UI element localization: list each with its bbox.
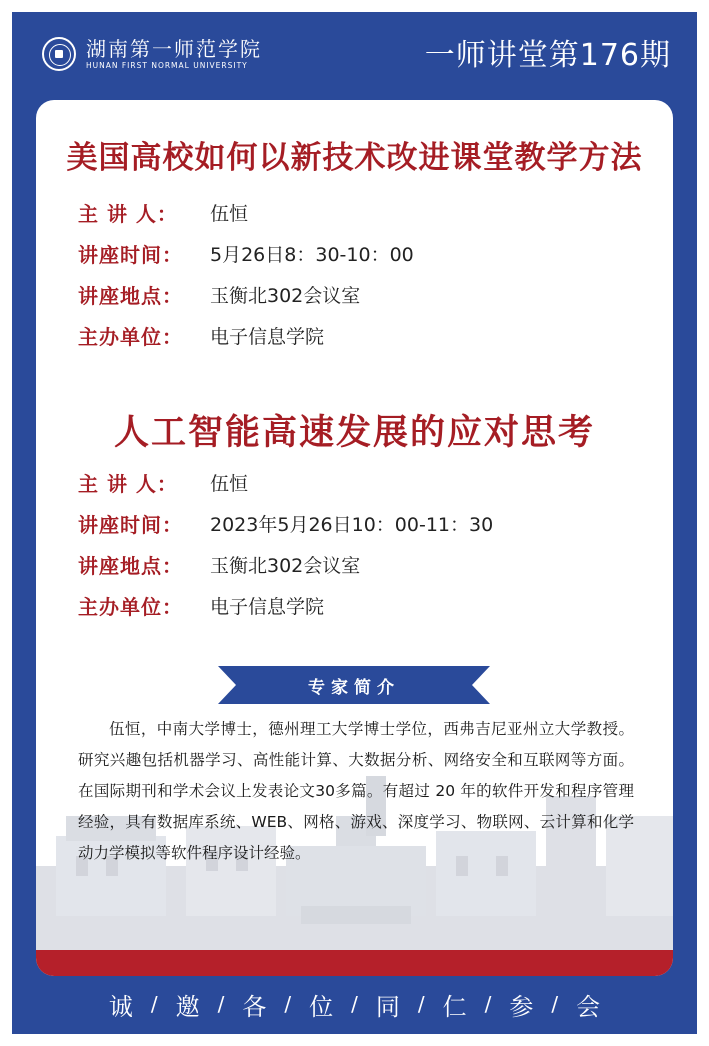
info-label: 讲座时间：: [78, 513, 183, 537]
info-value: 伍恒: [210, 203, 249, 225]
invitation-separator: /: [551, 992, 559, 1016]
info-row-location: [78, 544, 493, 585]
info-row-time: [78, 503, 493, 544]
info-label: 主 讲 人：: [78, 472, 178, 496]
school-name-en: HUNAN FIRST NORMAL UNIVERSITY: [86, 61, 248, 70]
info-row-location: [78, 274, 414, 315]
info-value: 5月26日8：30-10：00: [210, 244, 414, 266]
info-value: 电子信息学院: [210, 596, 325, 618]
info-row-organizer: [78, 585, 493, 626]
lecture-1-info: [78, 192, 414, 356]
school-seal-icon: [42, 37, 76, 71]
lecture-2-title: 人工智能高速发展的应对思考: [113, 413, 595, 453]
invitation-char: 各: [242, 992, 267, 1021]
invitation-char: 会: [576, 992, 601, 1021]
series-title: 一师讲堂第176期: [424, 38, 671, 73]
expert-bio: 伍恒，中南大学博士，德州理工大学博士学位，西弗吉尼亚州立大学教授。研究兴趣包括机器学习、高性能计算、大数据分析、网络安全和互联网等方面。在国际期刊和学术会议上发表论文30多篇。有超过 20 年的软件开发和程序管理经验，具有数据库系统、WEB、网格、游戏、深度学习、物联网、云计算和化学动力学模拟等软件程序设计经验。: [78, 720, 634, 862]
invitation-separator: /: [150, 992, 158, 1016]
info-label: 主办单位：: [78, 595, 183, 619]
invitation-char: 参: [509, 992, 534, 1021]
invitation-separator: /: [417, 992, 425, 1016]
invitation-line: [0, 984, 709, 1024]
lecture-1-title: 美国高校如何以新技术改进课堂教学方法: [66, 140, 643, 176]
invitation-separator: /: [217, 992, 225, 1016]
invitation-char: 位: [309, 992, 334, 1021]
info-label: 主 讲 人：: [78, 202, 178, 226]
invitation-char: 诚: [108, 992, 133, 1021]
invitation-char: 仁: [442, 992, 467, 1021]
info-row-speaker: [78, 192, 414, 233]
expert-ribbon: [218, 666, 490, 704]
info-value: 2023年5月26日10：00-11：30: [210, 514, 494, 536]
card-bottom-band: [36, 950, 673, 976]
info-label: 讲座地点：: [78, 284, 183, 308]
lecture-2-info: [78, 462, 493, 626]
info-row-time: [78, 233, 414, 274]
invitation-separator: /: [351, 992, 358, 1016]
info-value: 伍恒: [210, 473, 249, 495]
invitation-char: 邀: [175, 992, 200, 1021]
info-row-speaker: [78, 462, 493, 503]
info-row-organizer: [78, 315, 414, 356]
info-label: 讲座地点：: [78, 554, 183, 578]
invitation-separator: /: [284, 992, 292, 1016]
invitation-char: 同: [375, 992, 400, 1021]
info-value: 电子信息学院: [210, 326, 325, 348]
school-name-cn: 湖南第一师范学院: [86, 37, 262, 61]
invitation-separator: /: [484, 992, 492, 1016]
info-value: 玉衡北302会议室: [210, 285, 361, 307]
info-label: 讲座时间：: [78, 243, 183, 267]
info-value: 玉衡北302会议室: [210, 555, 361, 577]
info-label: 主办单位：: [78, 325, 183, 349]
expert-heading: 专家简介: [308, 677, 400, 698]
content-card: [36, 100, 673, 976]
school-logo: [42, 28, 262, 80]
